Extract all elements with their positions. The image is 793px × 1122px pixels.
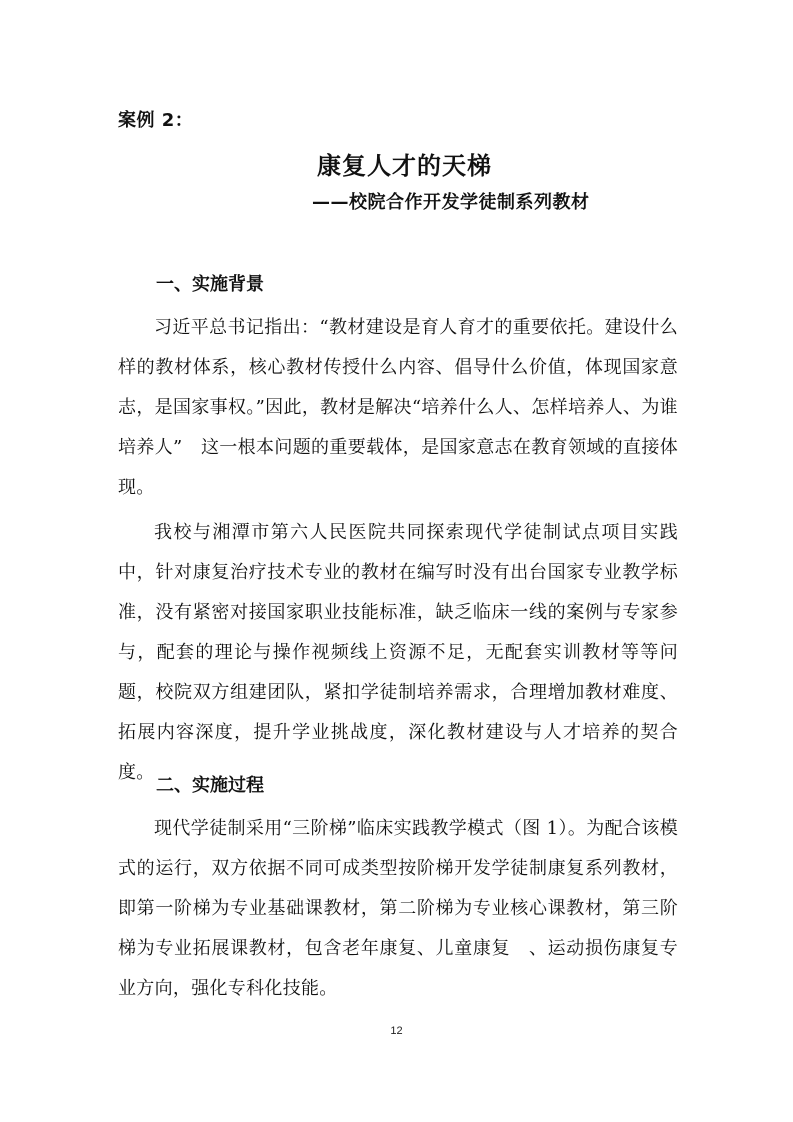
paragraph-process-1: 现代学徒制采用“三阶梯”临床实践教学模式（图 1）。为配合该模式的运行，双方依据不同可成类型按阶梯开发学徒制康复系列教材，即第一阶梯为专业基础课教材，第二阶梯为专业核心课教材，第三阶梯为专业拓展课教材，包含老年康复、儿童康复 、运动损伤康复专业方向，强化专科化技能。 (118, 818, 678, 999)
paragraph-background-1: 习近平总书记指出：“教材建设是育人育才的重要依托。建设什么样的教材体系，核心教材传授什么内容、倡导什么价值，体现国家意志，是国家事权。”因此，教材是解决“培养什么人、怎样培养人、为谁培养人” 这一根本问题的重要载体，是国家意志在教育领域的直接体现。 (118, 317, 678, 498)
section-heading-background: 一、实施背景 (156, 274, 264, 295)
case-label: 案例 2： (118, 110, 194, 131)
section-heading-process: 二、实施过程 (156, 775, 264, 796)
page-number: 12 (390, 1025, 403, 1037)
paragraph-background-2: 我校与湘潭市第六人民医院共同探索现代学徒制试点项目实践中，针对康复治疗技术专业的教材在编写时没有出台国家专业教学标准，没有紧密对接国家职业技能标准，缺乏临床一线的案例与专家参与，配套的理论与操作视频线上资源不足，无配套实训教材等等问题，校院双方组建团队，紧扣学徒制培养需求，合理增加教材难度、拓展内容深度，提升学业挑战度，深化教材建设与人才培养的契合度。 (118, 522, 678, 783)
document-title: 康复人才的天梯 (317, 152, 492, 180)
document-subtitle: ——校院合作开发学徒制系列教材 (312, 192, 590, 213)
